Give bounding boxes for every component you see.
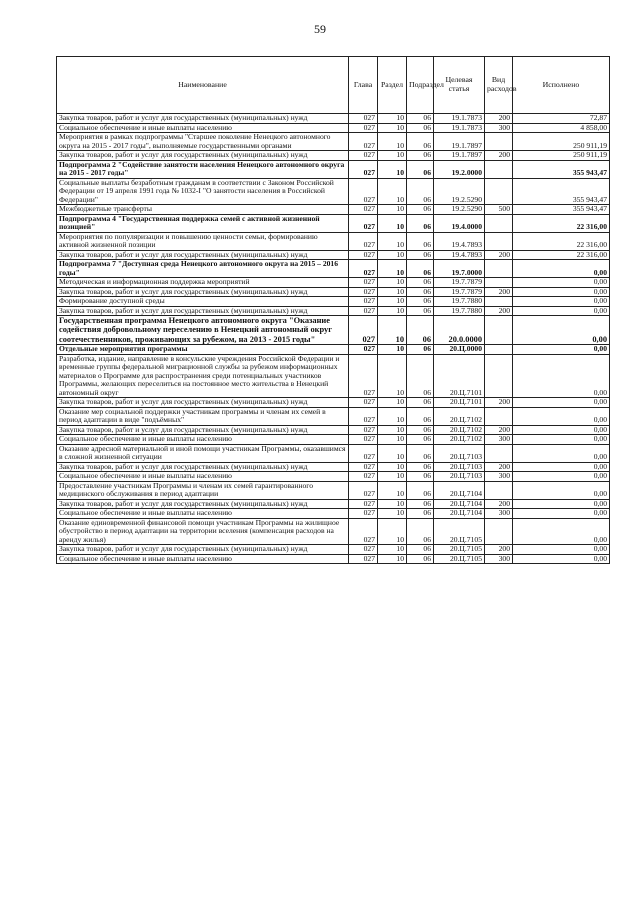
row-vid-cell	[485, 178, 513, 205]
row-tselevaya-cell: 20.Ц.0000	[434, 345, 485, 355]
row-razdel-cell: 10	[378, 398, 407, 408]
row-glava-cell: 027	[349, 123, 378, 133]
row-razdel-cell: 10	[378, 178, 407, 205]
table-row	[57, 297, 610, 307]
row-vid-cell: 300	[485, 554, 513, 564]
row-amount-cell: 0,00	[513, 554, 610, 564]
row-glava-cell: 027	[349, 444, 378, 462]
row-tselevaya-cell: 20.Ц.7102	[434, 407, 485, 425]
table-header-row	[57, 57, 610, 114]
row-tselevaya-cell: 20.Ц.7103	[434, 444, 485, 462]
table-row	[57, 316, 610, 345]
header-vid-rashodov: Вид расходов	[485, 57, 513, 114]
row-vid-cell: 200	[485, 306, 513, 316]
header-razdel: Раздел	[378, 57, 407, 114]
row-name-cell: Социальное обеспечение и иные выплаты населению	[57, 472, 349, 482]
row-amount-cell: 355 943,47	[513, 160, 610, 178]
row-podrazdel-cell: 06	[407, 151, 434, 161]
row-vid-cell	[485, 278, 513, 288]
row-podrazdel-cell: 06	[407, 178, 434, 205]
row-name-cell: Отдельные мероприятия программы	[57, 345, 349, 355]
row-name-cell: Закупка товаров, работ и услуг для государственных (муниципальных) нужд	[57, 114, 349, 124]
row-glava-cell: 027	[349, 114, 378, 124]
row-tselevaya-cell: 20.Ц.7104	[434, 499, 485, 509]
row-name-cell: Социальное обеспечение и иные выплаты населению	[57, 509, 349, 519]
row-podrazdel-cell: 06	[407, 205, 434, 215]
row-amount-cell: 22 316,00	[513, 232, 610, 250]
row-vid-cell: 200	[485, 287, 513, 297]
row-vid-cell	[485, 444, 513, 462]
row-name-cell: Закупка товаров, работ и услуг для государственных (муниципальных) нужд	[57, 462, 349, 472]
row-glava-cell: 027	[349, 260, 378, 278]
row-name-cell: Разработка, издание, направление в консульские учреждения Российской Федерации и временные группы федеральной миграционной службы за рубежом информационных материалов о Программе для распространения среди потенциальных участников Программы, желающих переселиться на постоянное место жительства в Ненецкий автономный округ	[57, 354, 349, 398]
table-row	[57, 160, 610, 178]
row-glava-cell: 027	[349, 250, 378, 260]
table-row	[57, 472, 610, 482]
row-amount-cell: 0,00	[513, 472, 610, 482]
row-tselevaya-cell: 19.2.0000	[434, 160, 485, 178]
row-podrazdel-cell: 06	[407, 462, 434, 472]
row-amount-cell: 0,00	[513, 354, 610, 398]
row-tselevaya-cell: 20.Ц.7103	[434, 472, 485, 482]
header-glava: Глава	[349, 57, 378, 114]
row-name-cell: Методическая и информационная поддержка мероприятий	[57, 278, 349, 288]
row-podrazdel-cell: 06	[407, 287, 434, 297]
row-podrazdel-cell: 06	[407, 509, 434, 519]
row-tselevaya-cell: 19.1.7873	[434, 123, 485, 133]
row-glava-cell: 027	[349, 287, 378, 297]
row-amount-cell: 0,00	[513, 306, 610, 316]
row-razdel-cell: 10	[378, 545, 407, 555]
row-glava-cell: 027	[349, 398, 378, 408]
row-podrazdel-cell: 06	[407, 297, 434, 307]
row-razdel-cell: 10	[378, 472, 407, 482]
row-podrazdel-cell: 06	[407, 306, 434, 316]
row-amount-cell: 355 943,47	[513, 205, 610, 215]
row-amount-cell: 0,00	[513, 545, 610, 555]
row-amount-cell: 250 911,19	[513, 151, 610, 161]
row-podrazdel-cell: 06	[407, 407, 434, 425]
row-amount-cell: 250 911,19	[513, 133, 610, 151]
row-glava-cell: 027	[349, 306, 378, 316]
row-podrazdel-cell: 06	[407, 232, 434, 250]
header-podrazdel: Подраздел	[407, 57, 434, 114]
row-glava-cell: 027	[349, 133, 378, 151]
row-amount-cell: 0,00	[513, 462, 610, 472]
row-razdel-cell: 10	[378, 354, 407, 398]
row-vid-cell	[485, 407, 513, 425]
row-razdel-cell: 10	[378, 214, 407, 232]
header-tselevaya-statya: Целевая статья	[434, 57, 485, 114]
table-row	[57, 151, 610, 161]
table-row	[57, 444, 610, 462]
row-amount-cell: 0,00	[513, 297, 610, 307]
row-amount-cell: 0,00	[513, 316, 610, 345]
row-amount-cell: 0,00	[513, 509, 610, 519]
row-glava-cell: 027	[349, 160, 378, 178]
row-razdel-cell: 10	[378, 133, 407, 151]
row-razdel-cell: 10	[378, 278, 407, 288]
table-row	[57, 133, 610, 151]
row-name-cell: Закупка товаров, работ и услуг для государственных (муниципальных) нужд	[57, 425, 349, 435]
table-row	[57, 260, 610, 278]
row-tselevaya-cell: 20.Ц.7101	[434, 398, 485, 408]
row-razdel-cell: 10	[378, 444, 407, 462]
row-tselevaya-cell: 19.1.7897	[434, 133, 485, 151]
table-row	[57, 481, 610, 499]
row-vid-cell	[485, 232, 513, 250]
row-tselevaya-cell: 20.Ц.7104	[434, 509, 485, 519]
row-tselevaya-cell: 20.Ц.7101	[434, 354, 485, 398]
row-razdel-cell: 10	[378, 306, 407, 316]
row-podrazdel-cell: 06	[407, 472, 434, 482]
row-name-cell: Закупка товаров, работ и услуг для государственных (муниципальных) нужд	[57, 250, 349, 260]
row-podrazdel-cell: 06	[407, 345, 434, 355]
row-glava-cell: 027	[349, 151, 378, 161]
row-glava-cell: 027	[349, 545, 378, 555]
table-row	[57, 205, 610, 215]
row-name-cell: Предоставление участникам Программы и членам их семей гарантированного медицинского обслуживания в период адаптации	[57, 481, 349, 499]
row-podrazdel-cell: 06	[407, 444, 434, 462]
row-vid-cell	[485, 518, 513, 545]
table-row	[57, 345, 610, 355]
table-row	[57, 306, 610, 316]
row-vid-cell	[485, 354, 513, 398]
row-razdel-cell: 10	[378, 345, 407, 355]
row-tselevaya-cell: 20.Ц.7105	[434, 554, 485, 564]
row-glava-cell: 027	[349, 345, 378, 355]
row-glava-cell: 027	[349, 214, 378, 232]
row-razdel-cell: 10	[378, 481, 407, 499]
row-amount-cell: 0,00	[513, 278, 610, 288]
row-podrazdel-cell: 06	[407, 398, 434, 408]
row-vid-cell: 200	[485, 462, 513, 472]
row-podrazdel-cell: 06	[407, 250, 434, 260]
row-glava-cell: 027	[349, 509, 378, 519]
row-name-cell: Государственная программа Ненецкого автономного округа "Оказание содействия добровольному переселению в Ненецкий автономный округ соотечественников, проживающих за рубежом, на 2013 - 2015 годы"	[57, 316, 349, 345]
table-row	[57, 354, 610, 398]
row-vid-cell: 300	[485, 509, 513, 519]
table-row	[57, 232, 610, 250]
row-podrazdel-cell: 06	[407, 545, 434, 555]
row-vid-cell: 200	[485, 151, 513, 161]
row-tselevaya-cell: 19.1.7897	[434, 151, 485, 161]
row-glava-cell: 027	[349, 205, 378, 215]
row-razdel-cell: 10	[378, 123, 407, 133]
row-podrazdel-cell: 06	[407, 316, 434, 345]
row-amount-cell: 0,00	[513, 518, 610, 545]
row-vid-cell: 200	[485, 545, 513, 555]
row-name-cell: Закупка товаров, работ и услуг для государственных (муниципальных) нужд	[57, 151, 349, 161]
row-podrazdel-cell: 06	[407, 481, 434, 499]
row-vid-cell	[485, 214, 513, 232]
row-vid-cell: 500	[485, 205, 513, 215]
row-razdel-cell: 10	[378, 509, 407, 519]
row-amount-cell: 72,87	[513, 114, 610, 124]
row-vid-cell	[485, 160, 513, 178]
table-row	[57, 278, 610, 288]
table-body	[57, 114, 610, 564]
table-row	[57, 398, 610, 408]
row-amount-cell: 355 943,47	[513, 178, 610, 205]
row-name-cell: Подпрограмма 4 "Государственная поддержка семей с активной жизненной позицией"	[57, 214, 349, 232]
row-podrazdel-cell: 06	[407, 160, 434, 178]
row-vid-cell: 200	[485, 398, 513, 408]
header-name: Наименование	[57, 57, 349, 114]
row-amount-cell: 0,00	[513, 435, 610, 445]
table-row	[57, 407, 610, 425]
row-tselevaya-cell: 20.Ц.7105	[434, 518, 485, 545]
row-name-cell: Подпрограмма 7 "Доступная среда Ненецкого автономного округа на 2015 – 2016 годы"	[57, 260, 349, 278]
row-name-cell: Межбюджетные трансферты	[57, 205, 349, 215]
row-amount-cell: 0,00	[513, 481, 610, 499]
row-razdel-cell: 10	[378, 287, 407, 297]
row-tselevaya-cell: 19.7.7879	[434, 278, 485, 288]
row-amount-cell: 0,00	[513, 499, 610, 509]
row-name-cell: Социальное обеспечение и иные выплаты населению	[57, 554, 349, 564]
table-row	[57, 545, 610, 555]
row-tselevaya-cell: 19.4.7893	[434, 250, 485, 260]
row-podrazdel-cell: 06	[407, 278, 434, 288]
row-razdel-cell: 10	[378, 425, 407, 435]
row-glava-cell: 027	[349, 462, 378, 472]
row-tselevaya-cell: 19.7.7880	[434, 306, 485, 316]
row-tselevaya-cell: 19.7.7880	[434, 297, 485, 307]
row-name-cell: Социальное обеспечение и иные выплаты населению	[57, 123, 349, 133]
row-name-cell: Мероприятия по популяризации и повышению ценности семьи, формированию активной жизненной позиции	[57, 232, 349, 250]
row-razdel-cell: 10	[378, 407, 407, 425]
table-row	[57, 554, 610, 564]
row-name-cell: Социальные выплаты безработным гражданам в соответствии с Законом Российской Федерации от 19 апреля 1991 года № 1032-I "О занятости населения в Российской Федерации"	[57, 178, 349, 205]
row-glava-cell: 027	[349, 232, 378, 250]
row-name-cell: Закупка товаров, работ и услуг для государственных (муниципальных) нужд	[57, 545, 349, 555]
row-vid-cell	[485, 316, 513, 345]
row-glava-cell: 027	[349, 481, 378, 499]
row-name-cell: Формирование доступной среды	[57, 297, 349, 307]
row-name-cell: Социальное обеспечение и иные выплаты населению	[57, 435, 349, 445]
row-glava-cell: 027	[349, 472, 378, 482]
row-tselevaya-cell: 19.2.5290	[434, 178, 485, 205]
row-vid-cell: 200	[485, 114, 513, 124]
row-name-cell: Оказание мер социальной поддержки участникам программы и членам их семей в период адаптации в виде "подъёмных"	[57, 407, 349, 425]
row-tselevaya-cell: 20.Ц.7102	[434, 425, 485, 435]
row-podrazdel-cell: 06	[407, 214, 434, 232]
row-vid-cell	[485, 133, 513, 151]
row-tselevaya-cell: 19.4.0000	[434, 214, 485, 232]
row-amount-cell: 0,00	[513, 407, 610, 425]
row-glava-cell: 027	[349, 407, 378, 425]
row-tselevaya-cell: 19.7.0000	[434, 260, 485, 278]
row-podrazdel-cell: 06	[407, 260, 434, 278]
row-vid-cell: 200	[485, 425, 513, 435]
row-amount-cell: 0,00	[513, 345, 610, 355]
row-tselevaya-cell: 20.Ц.7102	[434, 435, 485, 445]
row-vid-cell	[485, 481, 513, 499]
row-name-cell: Мероприятия в рамках подпрограммы "Старшее поколение Ненецкого автономного округа на 2015 - 2017 годы", выполняемые государственными органами	[57, 133, 349, 151]
row-vid-cell	[485, 345, 513, 355]
row-glava-cell: 027	[349, 297, 378, 307]
row-podrazdel-cell: 06	[407, 425, 434, 435]
row-tselevaya-cell: 20.0.0000	[434, 316, 485, 345]
row-razdel-cell: 10	[378, 518, 407, 545]
row-amount-cell: 22 316,00	[513, 250, 610, 260]
row-vid-cell: 300	[485, 472, 513, 482]
row-tselevaya-cell: 20.Ц.7105	[434, 545, 485, 555]
row-razdel-cell: 10	[378, 260, 407, 278]
row-vid-cell: 300	[485, 435, 513, 445]
row-glava-cell: 027	[349, 518, 378, 545]
table-row	[57, 178, 610, 205]
row-razdel-cell: 10	[378, 114, 407, 124]
row-razdel-cell: 10	[378, 205, 407, 215]
row-name-cell: Оказание единовременной финансовой помощи участникам Программы на жилищное обустройство в период адаптации на территории вселения (компенсация расходов на аренду жилья)	[57, 518, 349, 545]
row-amount-cell: 22 316,00	[513, 214, 610, 232]
row-razdel-cell: 10	[378, 297, 407, 307]
table-row	[57, 435, 610, 445]
row-razdel-cell: 10	[378, 554, 407, 564]
row-amount-cell: 0,00	[513, 260, 610, 278]
table-row	[57, 518, 610, 545]
budget-table	[56, 56, 610, 564]
row-name-cell: Закупка товаров, работ и услуг для государственных (муниципальных) нужд	[57, 306, 349, 316]
row-name-cell: Подпрограмма 2 "Содействие занятости населения Ненецкого автономного округа на 2015 - 2017 годы"	[57, 160, 349, 178]
row-tselevaya-cell: 19.2.5290	[434, 205, 485, 215]
row-name-cell: Закупка товаров, работ и услуг для государственных (муниципальных) нужд	[57, 499, 349, 509]
row-amount-cell: 0,00	[513, 444, 610, 462]
row-amount-cell: 0,00	[513, 425, 610, 435]
row-razdel-cell: 10	[378, 462, 407, 472]
row-glava-cell: 027	[349, 278, 378, 288]
row-vid-cell: 300	[485, 123, 513, 133]
row-vid-cell: 200	[485, 250, 513, 260]
row-razdel-cell: 10	[378, 160, 407, 178]
row-tselevaya-cell: 20.Ц.7103	[434, 462, 485, 472]
row-name-cell: Закупка товаров, работ и услуг для государственных (муниципальных) нужд	[57, 398, 349, 408]
row-vid-cell	[485, 260, 513, 278]
row-razdel-cell: 10	[378, 435, 407, 445]
table-row	[57, 509, 610, 519]
row-glava-cell: 027	[349, 354, 378, 398]
row-name-cell: Оказание адресной материальной и иной помощи участникам Программы, оказавшимся в сложной жизненной ситуации	[57, 444, 349, 462]
row-podrazdel-cell: 06	[407, 133, 434, 151]
row-podrazdel-cell: 06	[407, 499, 434, 509]
row-tselevaya-cell: 19.7.7879	[434, 287, 485, 297]
row-glava-cell: 027	[349, 316, 378, 345]
row-glava-cell: 027	[349, 425, 378, 435]
row-podrazdel-cell: 06	[407, 354, 434, 398]
row-glava-cell: 027	[349, 178, 378, 205]
row-razdel-cell: 10	[378, 499, 407, 509]
table-row	[57, 214, 610, 232]
row-podrazdel-cell: 06	[407, 114, 434, 124]
row-podrazdel-cell: 06	[407, 518, 434, 545]
row-vid-cell	[485, 297, 513, 307]
row-glava-cell: 027	[349, 435, 378, 445]
row-amount-cell: 4 858,00	[513, 123, 610, 133]
row-name-cell: Закупка товаров, работ и услуг для государственных (муниципальных) нужд	[57, 287, 349, 297]
row-tselevaya-cell: 19.1.7873	[434, 114, 485, 124]
page-number: 59	[314, 22, 326, 36]
row-razdel-cell: 10	[378, 316, 407, 345]
row-podrazdel-cell: 06	[407, 554, 434, 564]
row-vid-cell: 200	[485, 499, 513, 509]
row-tselevaya-cell: 19.4.7893	[434, 232, 485, 250]
row-podrazdel-cell: 06	[407, 123, 434, 133]
row-amount-cell: 0,00	[513, 398, 610, 408]
row-razdel-cell: 10	[378, 151, 407, 161]
row-tselevaya-cell: 20.Ц.7104	[434, 481, 485, 499]
row-razdel-cell: 10	[378, 232, 407, 250]
header-ispolneno: Исполнено	[513, 57, 610, 114]
row-razdel-cell: 10	[378, 250, 407, 260]
table-row	[57, 114, 610, 124]
row-podrazdel-cell: 06	[407, 435, 434, 445]
row-amount-cell: 0,00	[513, 287, 610, 297]
row-glava-cell: 027	[349, 499, 378, 509]
row-glava-cell: 027	[349, 554, 378, 564]
